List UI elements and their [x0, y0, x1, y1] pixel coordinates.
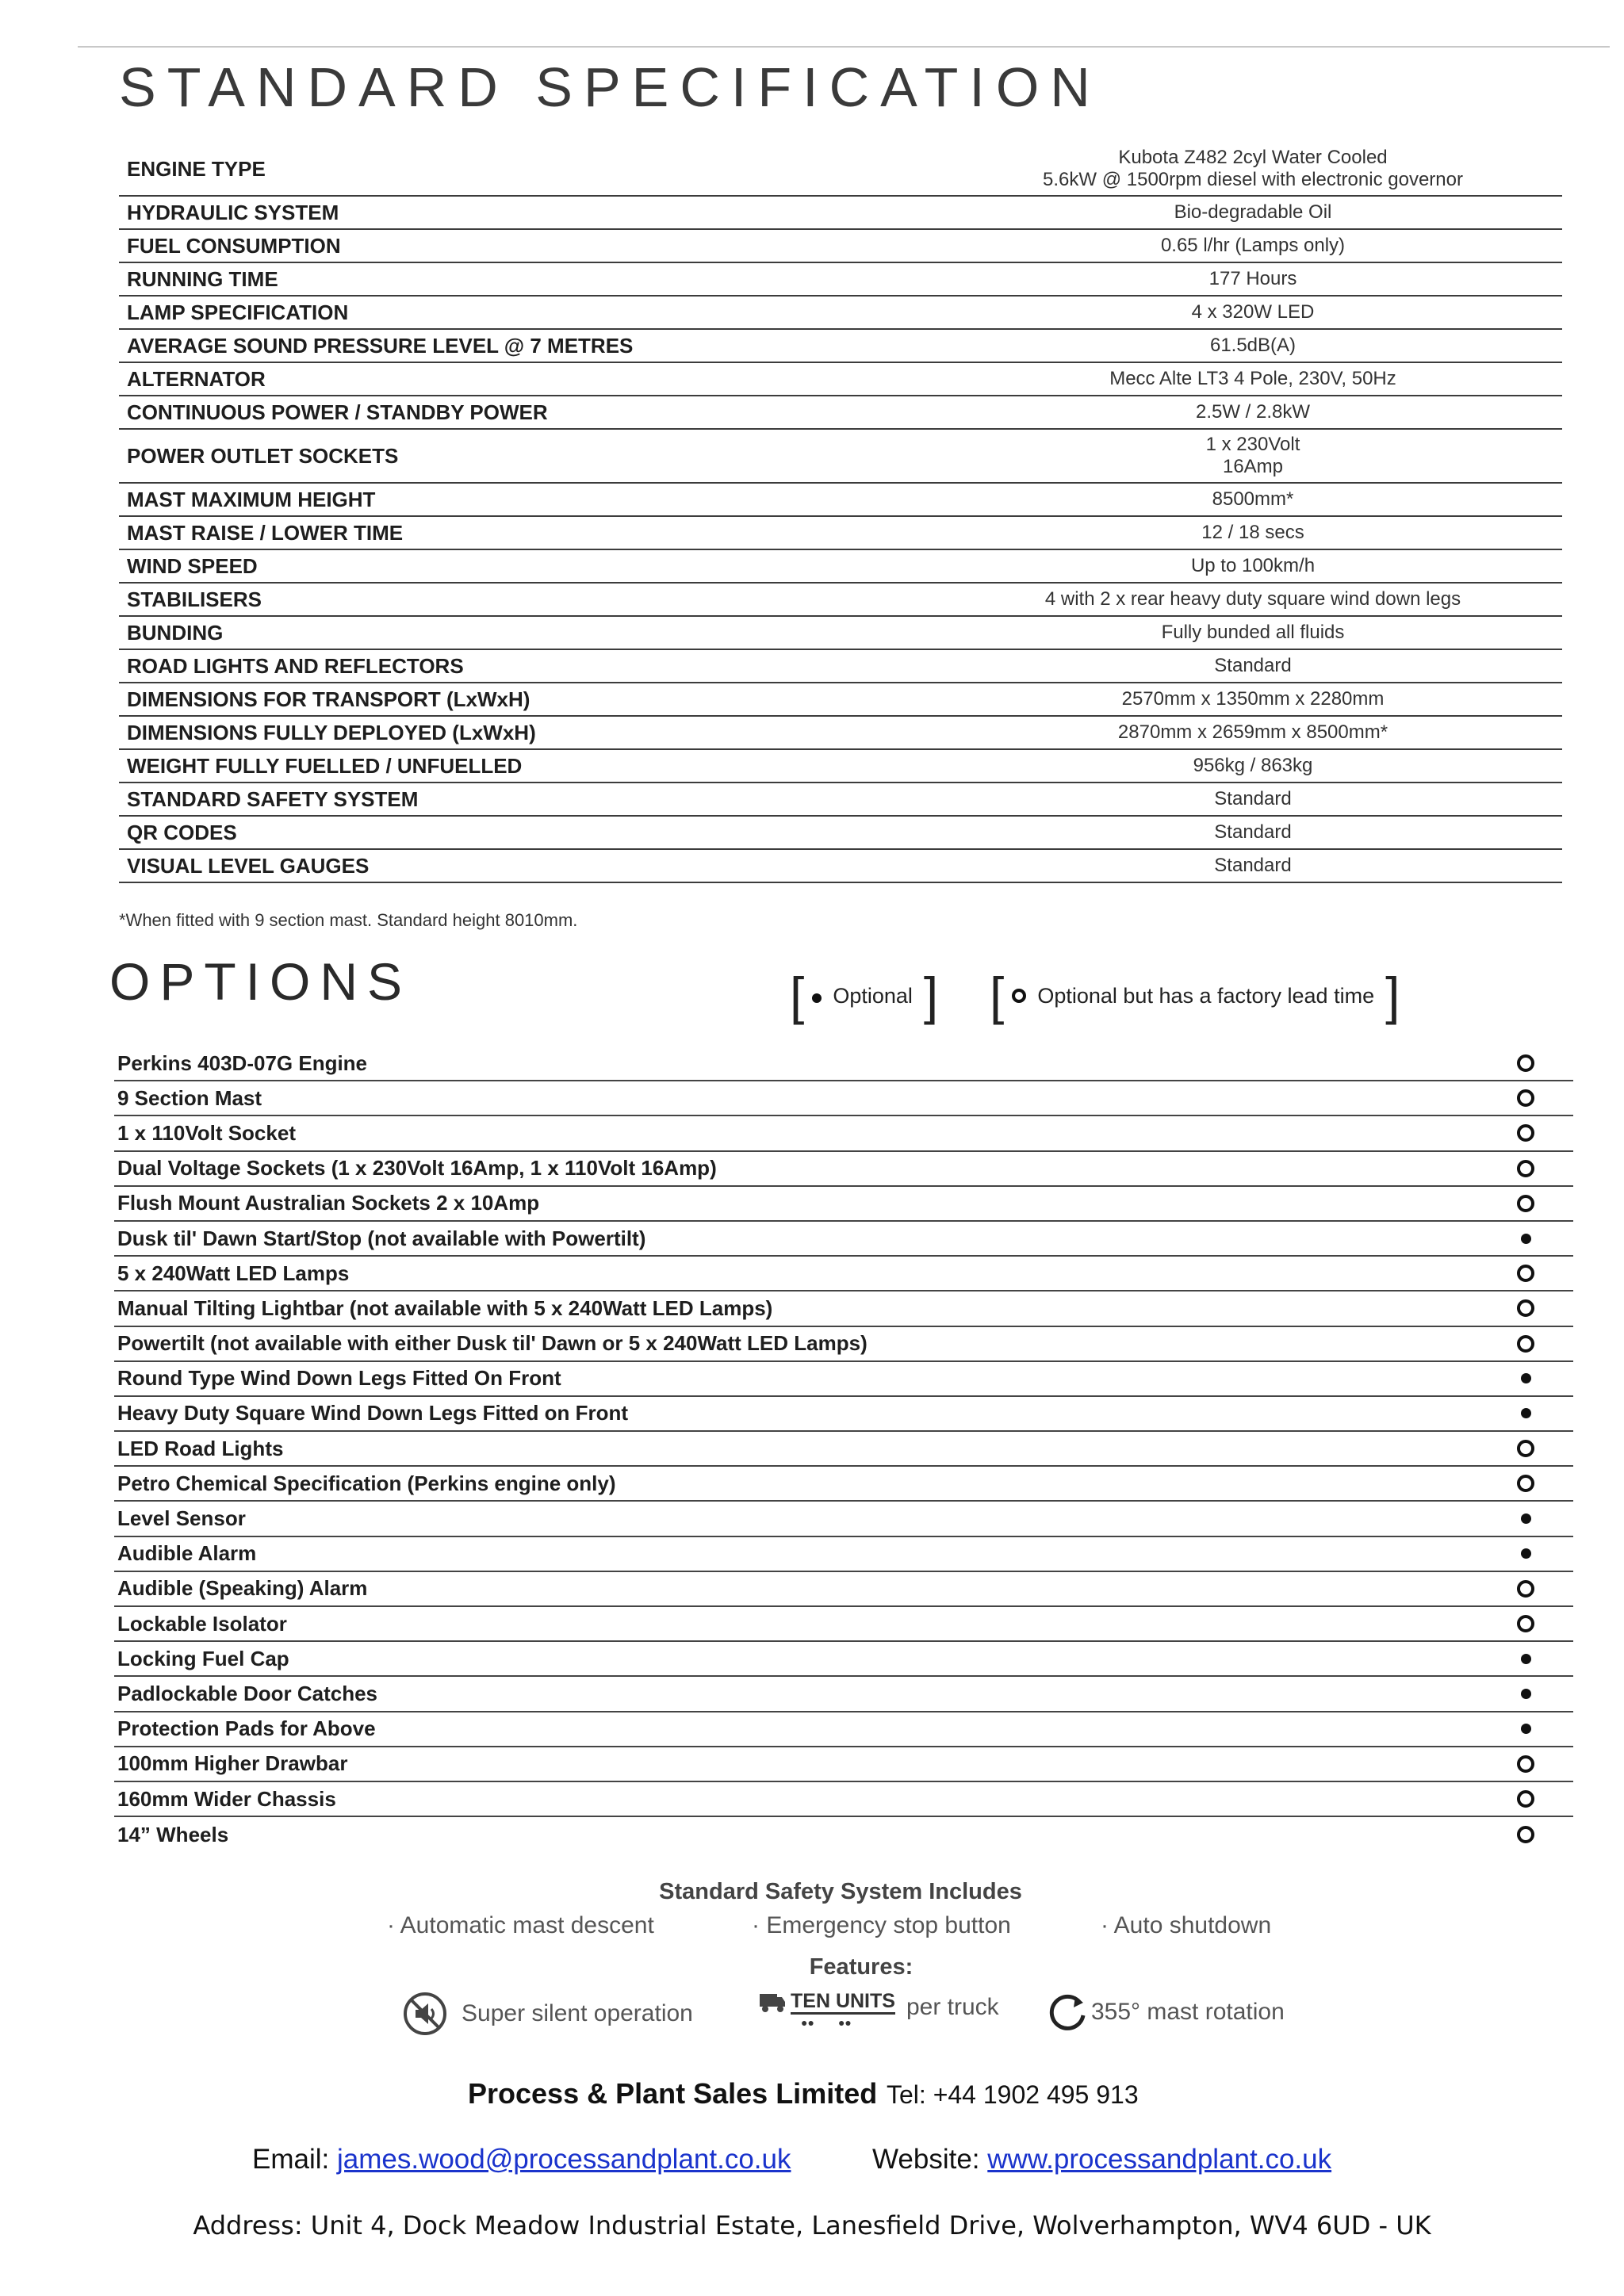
feature-rotation-label: 355° mast rotation: [1091, 1999, 1285, 2025]
spec-value: 2870mm x 2659mm x 8500mm*: [1117, 721, 1388, 743]
spec-value: 177 Hours: [1208, 268, 1297, 289]
spec-label: FUEL CONSUMPTION: [127, 233, 341, 258]
spec-label: MAST MAXIMUM HEIGHT: [127, 487, 376, 511]
options-title: OPTIONS: [109, 952, 412, 1011]
spec-label: RUNNING TIME: [127, 266, 278, 291]
open-circle-icon: [1517, 1124, 1534, 1142]
truck-badge-text: TEN UNITS: [791, 1990, 895, 2015]
option-marker-cell: [1478, 1689, 1573, 1699]
spec-value: 0.65 l/hr (Lamps only): [1160, 235, 1346, 256]
option-row: [114, 1747, 1573, 1782]
option-label: 100mm Higher Drawbar: [117, 1751, 348, 1776]
spec-label: STANDARD SAFETY SYSTEM: [127, 786, 419, 811]
spec-label: VISUAL LEVEL GAUGES: [127, 853, 370, 878]
option-marker-cell: [1478, 1234, 1573, 1244]
spec-value: Up to 100km/h: [1190, 555, 1316, 576]
spec-value: Kubota Z482 2cyl Water Cooled 5.6kW @ 1500rpm diesel with electronic governor: [1043, 147, 1463, 190]
option-marker-cell: [1478, 1265, 1573, 1282]
email-label: Email:: [252, 2144, 330, 2175]
spec-label: QR CODES: [127, 820, 237, 844]
spec-value: Standard: [1214, 655, 1292, 676]
spec-row: [119, 550, 1562, 584]
spec-table: [119, 143, 1562, 883]
option-label: Locking Fuel Cap: [117, 1646, 289, 1670]
filled-dot-icon: [812, 984, 822, 1008]
spec-value: Fully bunded all fluids: [1161, 622, 1345, 643]
option-label: Heavy Duty Square Wind Down Legs Fitted on Front: [117, 1401, 629, 1425]
option-marker-cell: [1478, 1054, 1573, 1072]
option-marker-cell: [1478, 1548, 1573, 1559]
option-label: Protection Pads for Above: [117, 1716, 376, 1741]
spec-value: 61.5dB(A): [1209, 335, 1297, 356]
spec-row: [119, 750, 1562, 783]
email-line: [252, 2144, 791, 2175]
top-divider: [78, 46, 1610, 48]
feature-rotation: [1048, 1992, 1285, 2033]
option-row: [114, 1467, 1573, 1502]
option-label: 1 x 110Volt Socket: [117, 1120, 296, 1145]
option-marker-cell: [1478, 1124, 1573, 1142]
option-label: Perkins 403D-07G Engine: [117, 1050, 368, 1075]
option-marker-cell: [1478, 1373, 1573, 1383]
option-label: 5 x 240Watt LED Lamps: [117, 1261, 350, 1285]
filled-dot-icon: [1521, 1513, 1531, 1524]
option-row: [114, 1292, 1573, 1326]
option-row: [114, 1397, 1573, 1432]
website-line: [872, 2144, 1331, 2175]
option-label: Audible (Speaking) Alarm: [117, 1576, 368, 1601]
spec-label: MAST RAISE / LOWER TIME: [127, 520, 404, 545]
company-address: Address: Unit 4, Dock Meadow Industrial Estate, Lanesfield Drive, Wolverhampton, WV4 6UD - UK: [193, 2210, 1431, 2241]
spec-value: Standard: [1214, 788, 1292, 809]
option-marker-cell: [1478, 1724, 1573, 1734]
spec-label: AVERAGE SOUND PRESSURE LEVEL @ 7 METRES: [127, 333, 634, 358]
option-row: [114, 1327, 1573, 1362]
spec-row: [119, 517, 1562, 550]
safety-item: · Auto shutdown: [1101, 1912, 1272, 1938]
filled-dot-icon: [1521, 1408, 1531, 1418]
option-marker-cell: [1478, 1335, 1573, 1353]
spec-value: Standard: [1214, 855, 1292, 876]
option-marker-cell: [1478, 1513, 1573, 1524]
spec-label: WIND SPEED: [127, 553, 258, 578]
option-row: [114, 1677, 1573, 1712]
option-label: 9 Section Mast: [117, 1085, 262, 1110]
spec-row: [119, 230, 1562, 263]
email-link[interactable]: james.wood@processandplant.co.uk: [336, 2144, 791, 2175]
filled-dot-icon: [1521, 1373, 1531, 1383]
spec-row: [119, 430, 1562, 484]
spec-row: [119, 850, 1562, 883]
option-label: Lockable Isolator: [117, 1611, 287, 1636]
spec-value: 956kg / 863kg: [1193, 755, 1313, 776]
option-marker-cell: [1478, 1826, 1573, 1843]
option-label: Dusk til' Dawn Start/Stop (not available with Powertilt): [117, 1226, 646, 1250]
option-marker-cell: [1478, 1475, 1573, 1492]
option-row: [114, 1152, 1573, 1187]
filled-dot-icon: [1521, 1689, 1531, 1699]
option-row: [114, 1047, 1573, 1081]
feature-silent: [403, 1992, 693, 2036]
spec-label: LAMP SPECIFICATION: [127, 300, 349, 324]
option-label: LED Road Lights: [117, 1436, 284, 1460]
safety-title: Standard Safety System Includes: [659, 1879, 1022, 1904]
open-circle-icon: [1517, 1790, 1534, 1808]
bracket-left: [: [790, 966, 805, 1025]
spec-row: [119, 143, 1562, 197]
spec-value: Standard: [1214, 821, 1292, 843]
option-row: [114, 1257, 1573, 1292]
open-circle-icon: [1517, 1265, 1534, 1282]
legend-lead-time-label: Optional but has a factory lead time: [1037, 983, 1375, 1008]
option-marker-cell: [1478, 1755, 1573, 1773]
spec-row: [119, 617, 1562, 650]
option-row: [114, 1502, 1573, 1536]
filled-dot-icon: [1521, 1654, 1531, 1664]
legend-lead-time: [990, 966, 1400, 1025]
spec-row: [119, 817, 1562, 850]
bracket-right: ]: [1385, 966, 1400, 1025]
spec-label: ALTERNATOR: [127, 366, 266, 391]
option-marker-cell: [1478, 1195, 1573, 1212]
option-row: [114, 1572, 1573, 1607]
options-table: [114, 1047, 1573, 1852]
muted-speaker-icon: [403, 1992, 447, 2036]
option-label: 14” Wheels: [117, 1822, 229, 1846]
option-marker-cell: [1478, 1654, 1573, 1664]
option-marker-cell: [1478, 1580, 1573, 1598]
spec-value: 2570mm x 1350mm x 2280mm: [1121, 688, 1385, 710]
option-row: [114, 1537, 1573, 1572]
option-label: Dual Voltage Sockets (1 x 230Volt 16Amp, 1 x 110Volt 16Amp): [117, 1156, 717, 1181]
open-circle-icon: [1517, 1440, 1534, 1457]
truck-icon: [757, 1986, 786, 2015]
option-row: [114, 1642, 1573, 1677]
truck-badge: [757, 1986, 895, 2029]
open-circle-icon: [1517, 1826, 1534, 1843]
filled-dot-icon: [1521, 1724, 1531, 1734]
option-marker-cell: [1478, 1089, 1573, 1107]
option-label: Powertilt (not available with either Dusk til' Dawn or 5 x 240Watt LED Lamps): [117, 1331, 868, 1356]
spec-row: [119, 484, 1562, 517]
option-row: [114, 1222, 1573, 1257]
option-marker-cell: [1478, 1615, 1573, 1632]
spec-row: [119, 650, 1562, 683]
feature-truck: [757, 1986, 999, 2029]
spec-label: ROAD LIGHTS AND REFLECTORS: [127, 653, 464, 678]
spec-value: 2.5W / 2.8kW: [1195, 401, 1311, 423]
spec-label: DIMENSIONS FOR TRANSPORT (LxWxH): [127, 687, 530, 711]
open-circle-icon: [1012, 984, 1026, 1008]
option-label: Flush Mount Australian Sockets 2 x 10Amp: [117, 1191, 540, 1215]
website-label: Website:: [872, 2144, 980, 2175]
option-label: 160mm Wider Chassis: [117, 1786, 336, 1811]
open-circle-icon: [1517, 1160, 1534, 1177]
spec-label: ENGINE TYPE: [127, 156, 266, 181]
spec-label: CONTINUOUS POWER / STANDBY POWER: [127, 400, 548, 424]
spec-row: [119, 330, 1562, 363]
spec-label: DIMENSIONS FULLY DEPLOYED (LxWxH): [127, 720, 536, 744]
safety-item: · Emergency stop button: [752, 1912, 1011, 1938]
safety-item: · Automatic mast descent: [387, 1912, 654, 1938]
spec-row: [119, 683, 1562, 717]
option-row: [114, 1782, 1573, 1817]
filled-dot-icon: [1521, 1234, 1531, 1244]
option-row: [114, 1187, 1573, 1222]
option-label: Audible Alarm: [117, 1541, 257, 1566]
option-marker-cell: [1478, 1299, 1573, 1317]
spec-row: [119, 363, 1562, 396]
spec-footnote: *When fitted with 9 section mast. Standard height 8010mm.: [119, 910, 578, 930]
spec-value: 8500mm*: [1212, 488, 1294, 510]
option-label: Petro Chemical Specification (Perkins engine only): [117, 1471, 616, 1495]
option-row: [114, 1116, 1573, 1151]
feature-silent-label: Super silent operation: [462, 2000, 693, 2026]
option-label: Manual Tilting Lightbar (not available with 5 x 240Watt LED Lamps): [117, 1295, 773, 1320]
company-name: Process & Plant Sales Limited: [468, 2077, 878, 2110]
option-marker-cell: [1478, 1440, 1573, 1457]
option-marker-cell: [1478, 1790, 1573, 1808]
spec-value: Bio-degradable Oil: [1174, 201, 1332, 223]
spec-row: [119, 297, 1562, 330]
open-circle-icon: [1517, 1615, 1534, 1632]
spec-row: [119, 396, 1562, 430]
open-circle-icon: [1517, 1475, 1534, 1492]
option-row: [114, 1817, 1573, 1852]
spec-row: [119, 197, 1562, 230]
open-circle-icon: [1517, 1580, 1534, 1598]
open-circle-icon: [1517, 1335, 1534, 1353]
open-circle-icon: [1517, 1299, 1534, 1317]
wheels-icon: ●● ●●: [801, 2016, 852, 2029]
spec-row: [119, 263, 1562, 297]
option-label: Round Type Wind Down Legs Fitted On Front: [117, 1366, 561, 1391]
spec-label: BUNDING: [127, 620, 224, 645]
spec-value: Mecc Alte LT3 4 Pole, 230V, 50Hz: [1109, 368, 1396, 389]
spec-label: STABILISERS: [127, 587, 262, 611]
rotation-arrow-icon: [1048, 1992, 1090, 2033]
spec-row: [119, 584, 1562, 617]
option-label: Level Sensor: [117, 1506, 246, 1531]
spec-value: 1 x 230Volt 16Amp: [1205, 434, 1300, 477]
open-circle-icon: [1517, 1755, 1534, 1773]
option-marker-cell: [1478, 1160, 1573, 1177]
option-label: Padlockable Door Catches: [117, 1681, 377, 1705]
spec-label: POWER OUTLET SOCKETS: [127, 443, 399, 468]
spec-row: [119, 717, 1562, 750]
open-circle-icon: [1517, 1195, 1534, 1212]
option-row: [114, 1362, 1573, 1397]
option-row: [114, 1081, 1573, 1116]
company-phone: Tel: +44 1902 495 913: [887, 2080, 1139, 2109]
option-row: [114, 1432, 1573, 1467]
feature-truck-label: per truck: [906, 1994, 999, 2020]
open-circle-icon: [1517, 1089, 1534, 1107]
features-title: Features:: [809, 1954, 914, 1980]
filled-dot-icon: [1521, 1548, 1531, 1559]
legend-optional: [790, 966, 939, 1025]
website-link[interactable]: www.processandplant.co.uk: [987, 2144, 1332, 2175]
open-circle-icon: [1517, 1054, 1534, 1072]
spec-label: WEIGHT FULLY FUELLED / UNFUELLED: [127, 753, 523, 778]
spec-value: 4 with 2 x rear heavy duty square wind down legs: [1044, 588, 1461, 610]
legend-optional-label: Optional: [833, 983, 913, 1008]
option-marker-cell: [1478, 1408, 1573, 1418]
spec-row: [119, 783, 1562, 817]
spec-title: STANDARD SPECIFICATION: [119, 56, 1101, 118]
spec-value: 12 / 18 secs: [1201, 522, 1304, 543]
option-row: [114, 1607, 1573, 1642]
bracket-left: [: [990, 966, 1005, 1025]
option-row: [114, 1712, 1573, 1747]
bracket-right: ]: [923, 966, 939, 1025]
spec-value: 4 x 320W LED: [1191, 301, 1315, 323]
spec-label: HYDRAULIC SYSTEM: [127, 200, 339, 224]
